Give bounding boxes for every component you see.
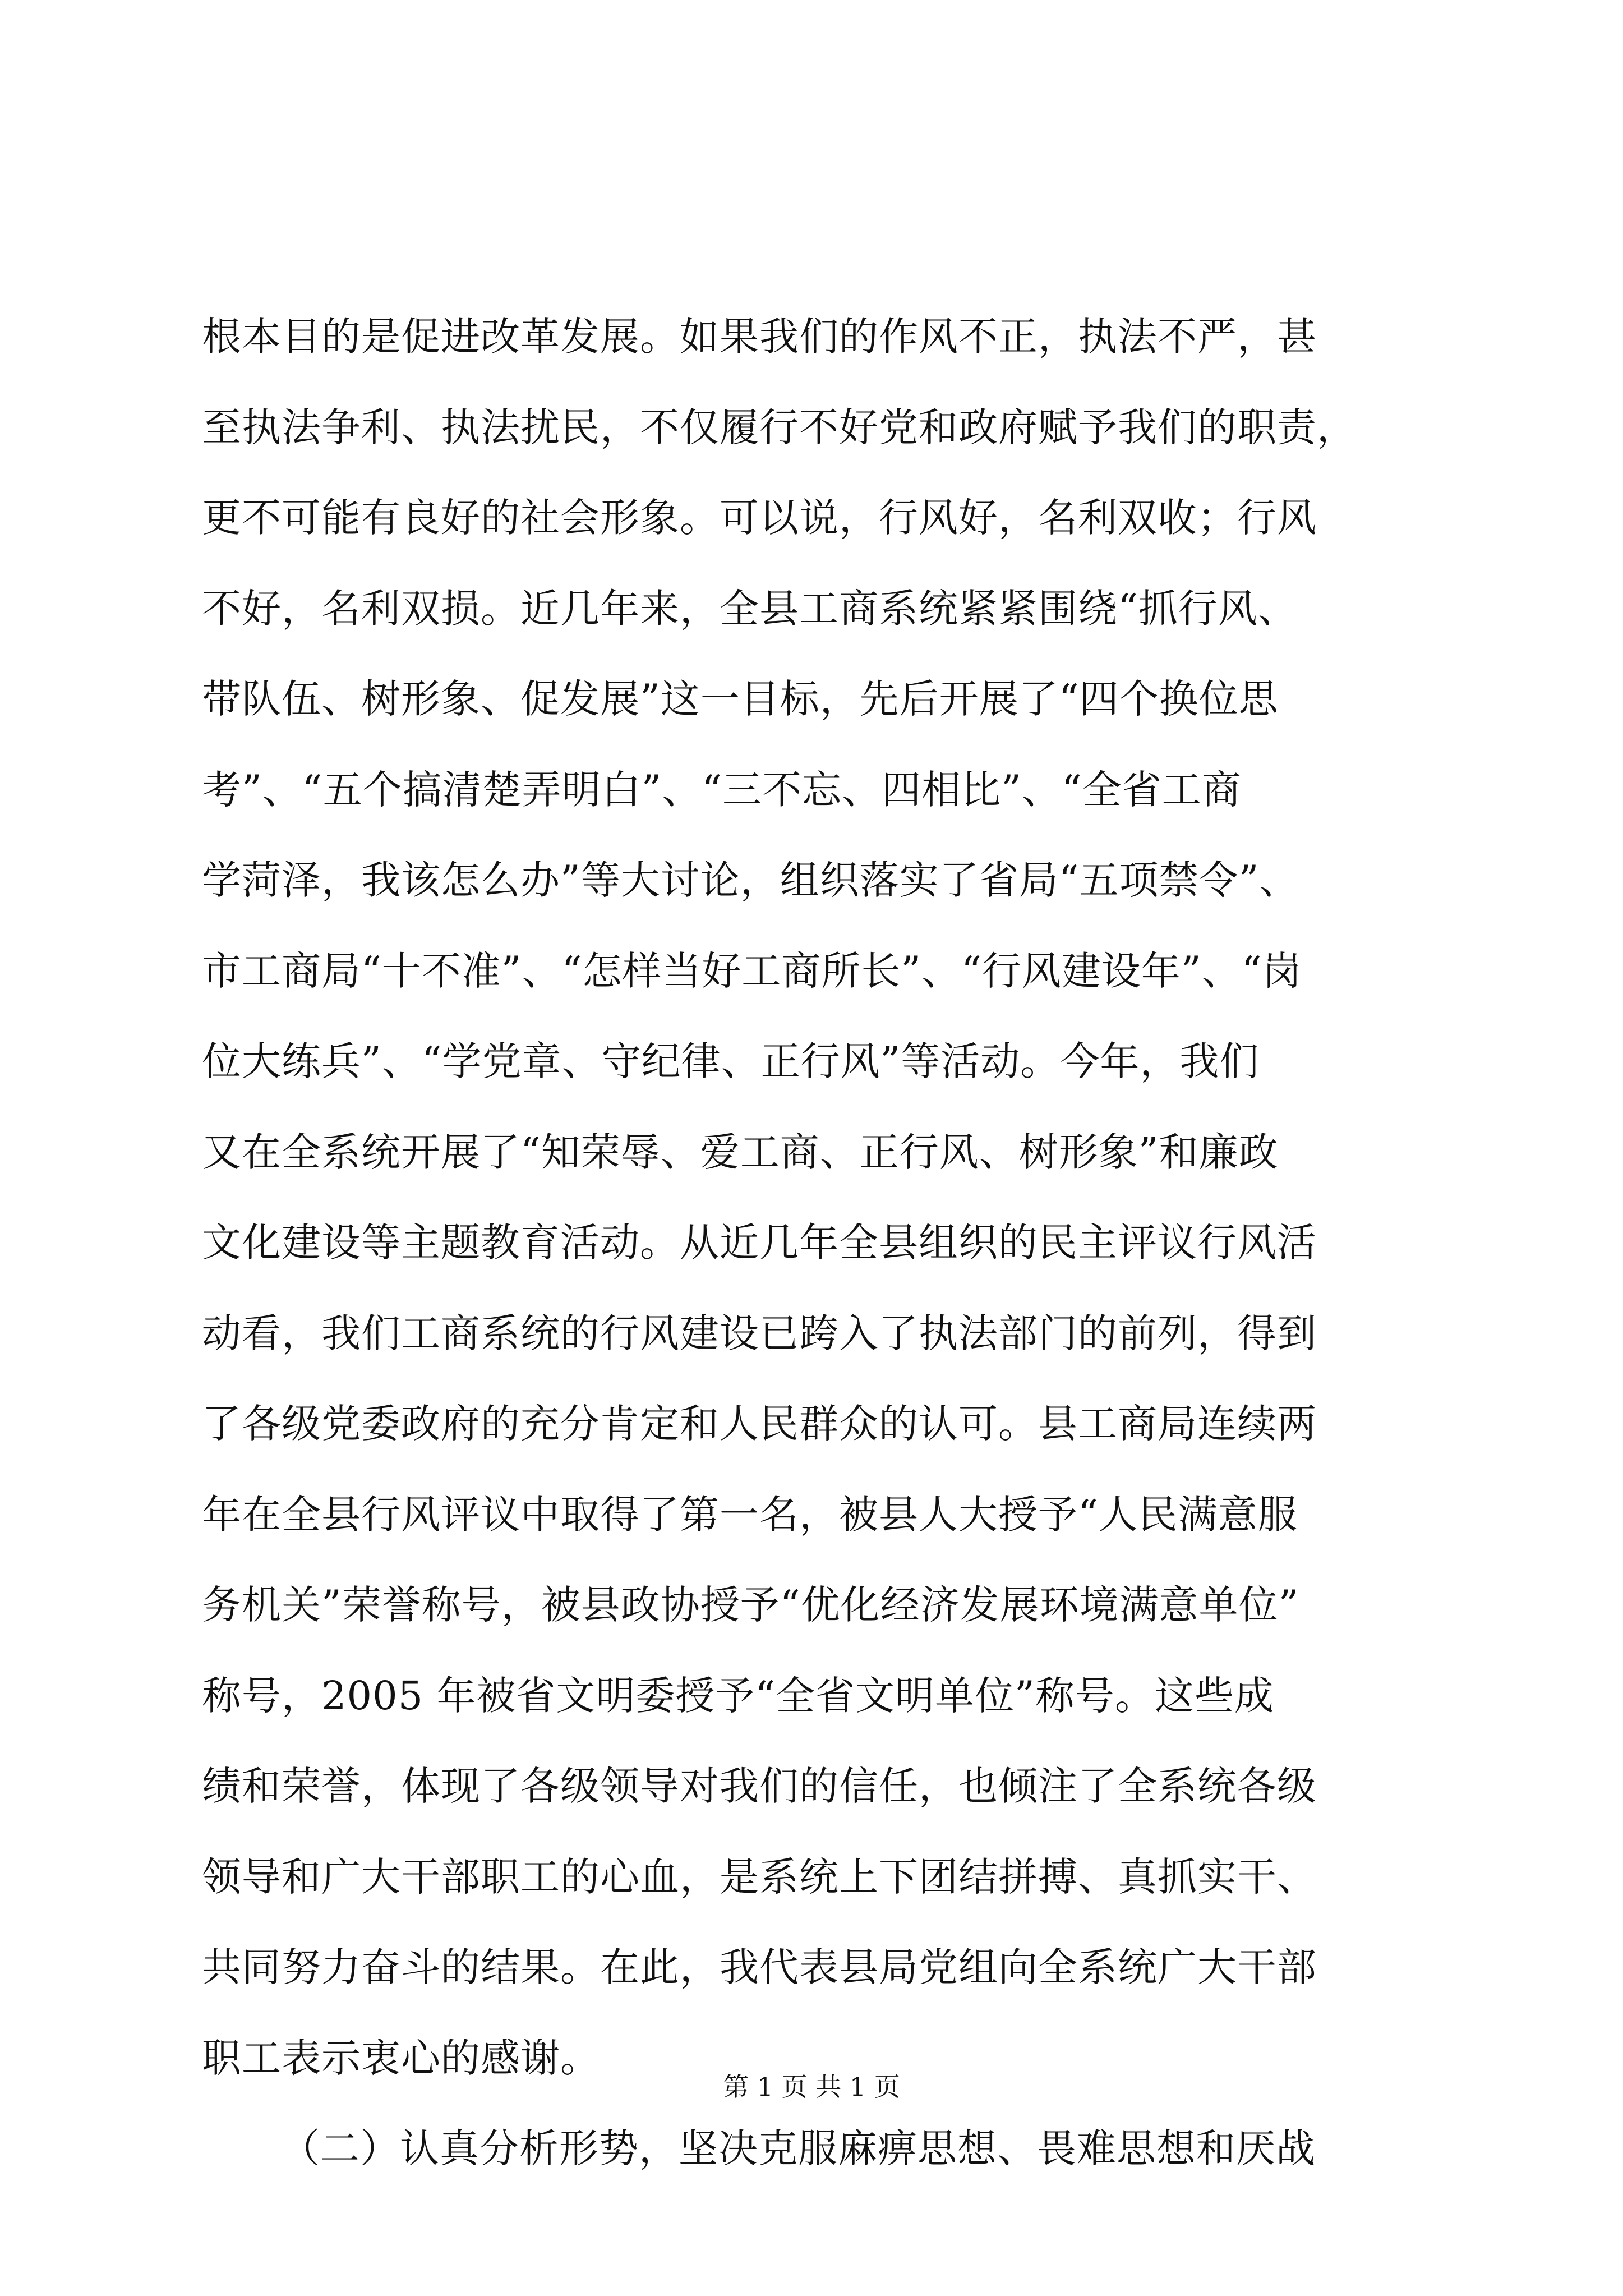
text-line: 文化建设等主题教育活动。从近几年全县组织的民主评议行风活 bbox=[202, 1220, 1317, 1266]
text-line: 了各级党委政府的充分肯定和人民群众的认可。县工商局连续两 bbox=[202, 1401, 1317, 1447]
text-line: 根本目的是促进改革发展。如果我们的作风不正，执法不严，甚 bbox=[202, 314, 1317, 360]
text-line: 不好，名利双损。近几年来，全县工商系统紧紧围绕“抓行风、 bbox=[202, 585, 1298, 632]
page-footer bbox=[0, 2070, 1623, 2104]
text-line: 更不可能有良好的社会形象。可以说，行风好，名利双收；行风 bbox=[202, 495, 1317, 541]
text-line: 带队伍、树形象、促发展”这一目标，先后开展了“四个换位思 bbox=[202, 676, 1279, 722]
text-line: 职工表示衷心的感谢。 bbox=[202, 2035, 600, 2081]
page-number-label: 第 1 页 共 1 页 bbox=[723, 2072, 900, 2102]
text-line: 务机关”荣誉称号，被县政协授予“优化经济发展环境满意单位” bbox=[202, 1582, 1299, 1628]
text-line: 领导和广大干部职工的心血，是系统上下团结拼搏、真抓实干、 bbox=[202, 1853, 1317, 1900]
text-line: 年在全县行风评议中取得了第一名，被县人大授予“人民满意服 bbox=[202, 1491, 1298, 1538]
text-line: 绩和荣誉，体现了各级领导对我们的信任，也倾注了全系统各级 bbox=[202, 1763, 1317, 1809]
text-line: 又在全系统开展了“知荣辱、爱工商、正行风、树形象”和廉政 bbox=[202, 1129, 1279, 1175]
text-line: 称号，2005 年被省文明委授予“全省文明单位”称号。这些成 bbox=[202, 1672, 1274, 1719]
text-line: 考”、“五个搞清楚弄明白”、“三不忘、四相比”、“全省工商 bbox=[202, 766, 1242, 813]
text-line: 动看，我们工商系统的行风建设已跨入了执法部门的前列，得到 bbox=[202, 1310, 1317, 1356]
text-line: 学菏泽，我该怎么办”等大讨论，组织落实了省局“五项禁令”、 bbox=[202, 857, 1299, 903]
text-line: 市工商局“十不准”、“怎样当好工商所长”、“行风建设年”、“岗 bbox=[202, 947, 1302, 994]
text-line: 共同努力奋斗的结果。在此，我代表县局党组向全系统广大干部 bbox=[202, 1944, 1317, 1990]
text-line: 位大练兵”、“学党章、守纪律、正行风”等活动。今年，我们 bbox=[202, 1038, 1260, 1084]
body-text bbox=[202, 292, 1424, 2194]
text-line: 至执法争利、执法扰民，不仅履行不好党和政府赋予我们的职责， bbox=[202, 404, 1357, 450]
section-heading-line: （二）认真分析形势，坚决克服麻痹思想、畏难思想和厌战 bbox=[280, 2125, 1316, 2171]
